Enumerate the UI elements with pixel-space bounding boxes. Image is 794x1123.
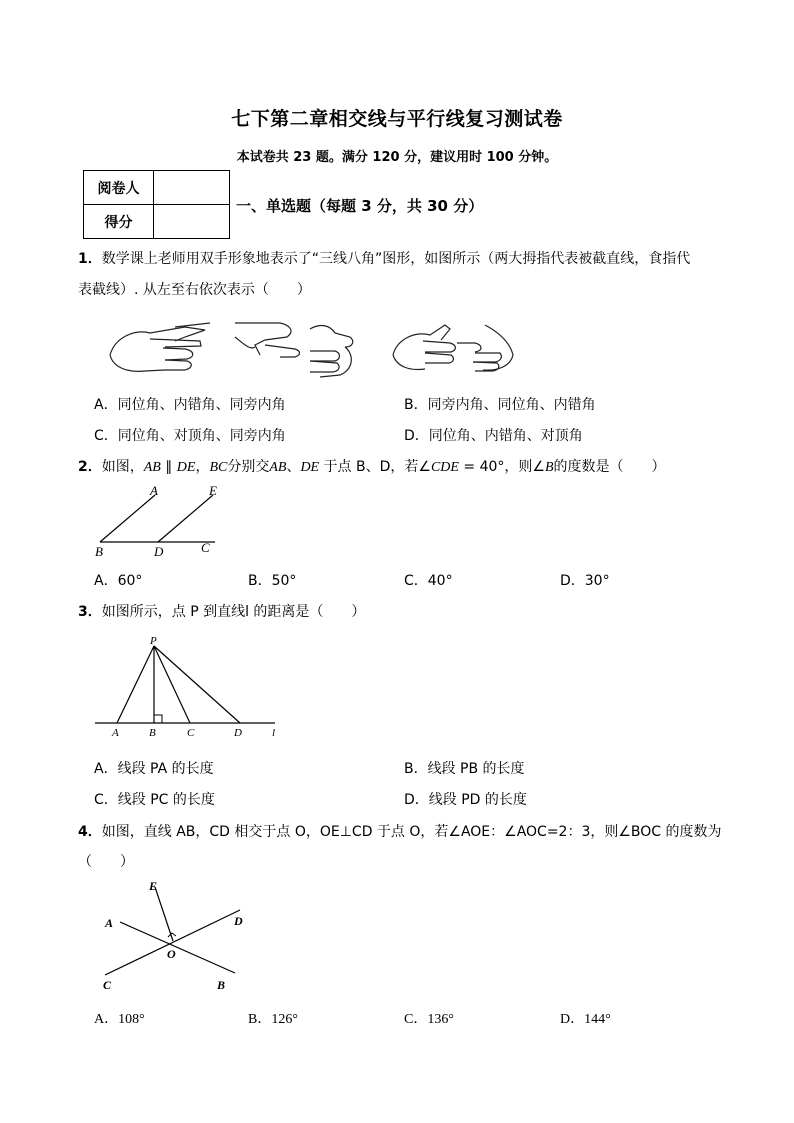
label-C: C bbox=[187, 727, 195, 739]
label-P: P bbox=[150, 635, 157, 647]
q4-option-d[interactable]: D．144° bbox=[560, 1012, 611, 1027]
label-B: B bbox=[95, 544, 103, 557]
q2-option-d[interactable]: D．30° bbox=[560, 573, 610, 589]
q1-option-b[interactable]: B．同旁内角、同位角、内错角 bbox=[404, 397, 596, 413]
q1-option-a[interactable]: A．同位角、内错角、同旁内角 bbox=[94, 397, 286, 413]
score-label: 得分 bbox=[84, 205, 154, 239]
question-1-line1: 1．数学课上老师用双手形象地表示了“三线八角”图形，如图所示（两大拇指代表被截直线，食指代 bbox=[78, 251, 691, 267]
q2-option-a[interactable]: A．60° bbox=[94, 573, 143, 589]
q2-parallel-lines-diagram bbox=[90, 482, 230, 557]
question-3-stem: 3．如图所示，点 P 到直线l 的距离是（ ） bbox=[78, 604, 366, 620]
q2-option-c[interactable]: C．40° bbox=[404, 573, 453, 589]
q4-option-b[interactable]: B．126° bbox=[248, 1012, 298, 1027]
exam-instructions: 本试卷共 23 题。满分 120 分，建议用时 100 分钟。 bbox=[236, 150, 558, 165]
label-D: D bbox=[154, 544, 164, 557]
label-A: A bbox=[150, 483, 158, 498]
label-C: C bbox=[201, 540, 210, 555]
q4-intersecting-lines-diagram bbox=[95, 875, 265, 995]
label-A: A bbox=[112, 727, 119, 739]
label-E: E bbox=[209, 483, 217, 498]
label-D: D bbox=[234, 727, 242, 739]
q2-option-b[interactable]: B．50° bbox=[248, 573, 297, 589]
question-1-line2: 表截线）. 从左至右依次表示（ ） bbox=[78, 282, 311, 298]
score-field[interactable] bbox=[154, 205, 230, 239]
reviewer-label: 阅卷人 bbox=[84, 171, 154, 205]
hands-figure-right bbox=[393, 325, 513, 371]
q4-option-a[interactable]: A．108° bbox=[94, 1012, 145, 1027]
label-C: C bbox=[103, 978, 112, 992]
hands-illustration bbox=[105, 315, 525, 385]
question-4-line2: （ ） bbox=[78, 854, 134, 870]
section-heading: 一、单选题（每题 3 分，共 30 分） bbox=[236, 197, 484, 215]
label-D: D bbox=[234, 914, 243, 928]
q1-option-c[interactable]: C．同位角、对顶角、同旁内角 bbox=[94, 428, 286, 444]
label-O: O bbox=[167, 947, 176, 961]
label-B: B bbox=[149, 727, 156, 739]
hands-figure-middle bbox=[235, 323, 353, 377]
label-E: E bbox=[149, 879, 158, 893]
reviewer-field[interactable] bbox=[154, 171, 230, 205]
page-title: 七下第二章相交线与平行线复习测试卷 bbox=[231, 108, 563, 130]
question-number: 1． bbox=[78, 251, 102, 267]
question-4-line1: 4．如图，直线 AB，CD 相交于点 O，OE⊥CD 于点 O，若∠AOE：∠AOC=2：3，则∠BOC 的度数为 bbox=[78, 824, 722, 840]
q3-option-c[interactable]: C．线段 PC 的长度 bbox=[94, 792, 215, 808]
q3-option-b[interactable]: B．线段 PB 的长度 bbox=[404, 761, 525, 777]
label-A: A bbox=[105, 916, 114, 930]
question-2-stem: 2．如图，AB ∥ DE，BC分别交AB、DE 于点 B、D，若∠CDE = 40°，则∠B的度数是（ ） bbox=[78, 459, 666, 475]
q3-option-d[interactable]: D．线段 PD 的长度 bbox=[404, 792, 527, 808]
grader-table bbox=[83, 170, 230, 239]
hands-figure-left bbox=[110, 323, 210, 371]
q3-option-a[interactable]: A．线段 PA 的长度 bbox=[94, 761, 214, 777]
label-l: l bbox=[272, 727, 276, 739]
q4-option-c[interactable]: C．136° bbox=[404, 1012, 454, 1027]
q3-perpendicular-diagram bbox=[90, 632, 290, 742]
label-B: B bbox=[217, 978, 226, 992]
q1-option-d[interactable]: D．同位角、内错角、对顶角 bbox=[404, 428, 583, 444]
